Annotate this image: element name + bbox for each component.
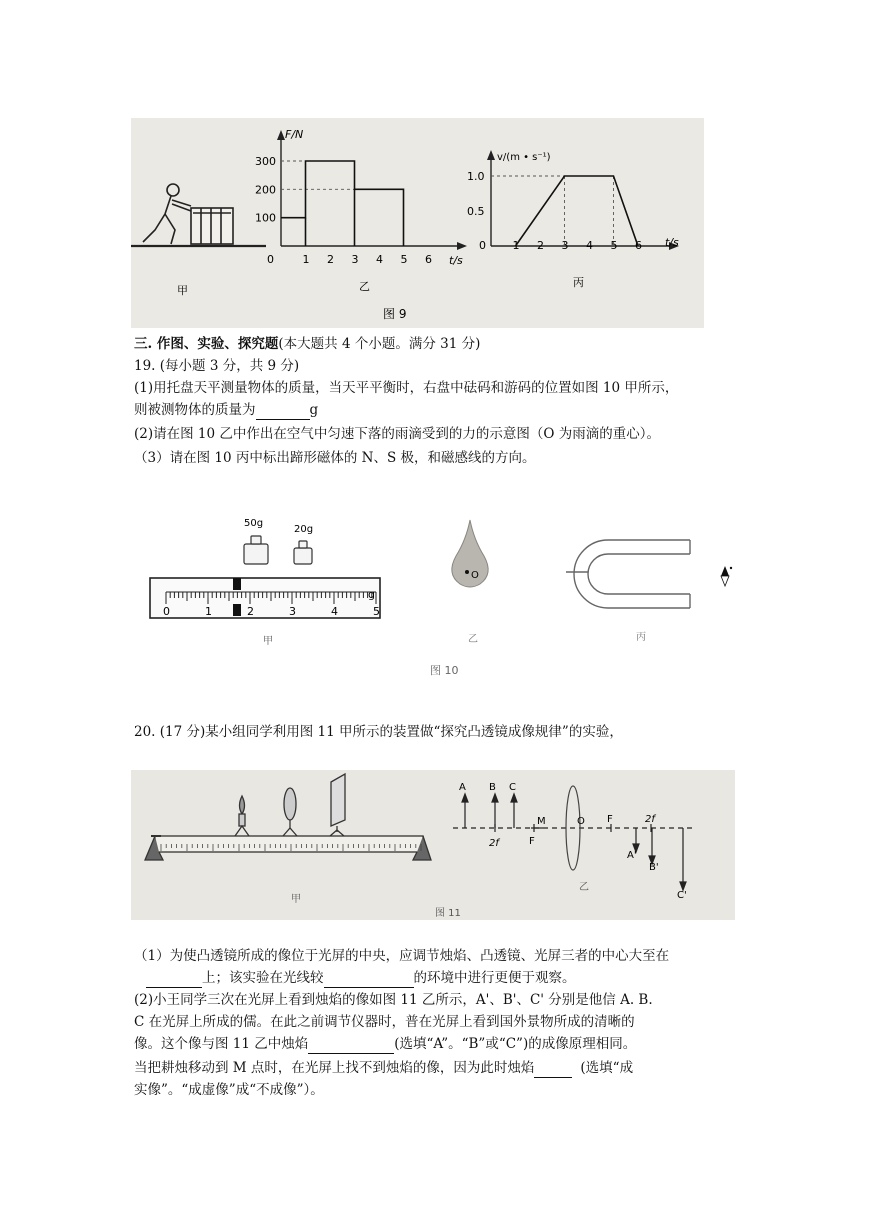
q19-part1-line1: (1)用托盘天平测量物体的质量，当天平平衡时，右盘中砝码和游码的位置如图 10 甲所示， (134, 380, 679, 396)
q20-part1-text-a: 上；该实验在光线较 (202, 970, 324, 986)
fig9-yi-xtick: 1 (302, 253, 310, 266)
q20-part2-text-b: (选填“A”。“B”或“C”)的成像原理相同。 (394, 1036, 637, 1052)
object-label-c: C (509, 782, 516, 793)
q20-intro: 20. (17 分)某小组同学利用图 11 甲所示的装置做“探究凸透镜成像规律”的实验， (134, 724, 623, 740)
q19-part3: （3）请在图 10 丙中标出蹄形磁体的 N、S 极，和磁感线的方向。 (134, 450, 536, 466)
fig9-yi-xlabel: t/s (449, 254, 463, 267)
image-label-c: C' (677, 890, 687, 901)
weight-20g-icon (294, 541, 312, 564)
fig9-bing-xtick: 2 (537, 239, 544, 252)
q19-unit: g (309, 402, 319, 418)
q19-part2: (2)请在图 10 乙中作出在空气中匀速下落的雨滴受到的力的示意图（O 为雨滴的重心）。 (134, 426, 660, 442)
scale-tick-label: 2 (247, 605, 254, 618)
fig9-bing-label: 丙 (573, 276, 584, 289)
fig9-bing-xtick: 4 (586, 239, 593, 252)
fig10-caption: 图 10 (430, 664, 459, 677)
label-f-right: F (607, 814, 613, 825)
fig9-bing-xtick: 1 (512, 239, 520, 252)
weight-20g-label: 20g (294, 524, 314, 535)
q20-part2-line2: C 在光屏上所成的儒。在此之前调节仪器时，普在光屏上看到国外景物所成的清晰的 (134, 1014, 635, 1030)
q20-part2-text-a: 像。这个像与图 11 乙中烛焰 (134, 1036, 309, 1052)
fig9-yi-ytick: 100 (255, 211, 276, 225)
image-label-a: A' (627, 850, 637, 861)
q19-mass-blank[interactable] (256, 405, 310, 420)
fig10-yi-label: 乙 (468, 634, 478, 645)
fig9-bing-xtick: 3 (561, 239, 569, 252)
q20-part2-line1: (2)小王同学三次在光屏上看到烛焰的像如图 11 乙所示，A'、B'、C' 分别是他信 A. B. (134, 992, 653, 1008)
fig9-bing-xtick: 6 (635, 239, 642, 252)
label-2f-left: 2f (489, 838, 499, 849)
horseshoe-magnet-icon (566, 540, 690, 608)
q20-part2-line4 (134, 1058, 633, 1078)
q20-part1-line2 (134, 968, 576, 988)
weight-50g-label: 50g (244, 518, 264, 529)
q20-part2-text-c: 当把耕烛移动到 M 点时，在光屏上找不到烛焰的像，因为此时烛焰 (134, 1060, 535, 1076)
q20-candle-blank[interactable] (308, 1039, 394, 1054)
fig11-caption: 图 11 (435, 908, 461, 919)
fig9-yi-xtick: 4 (376, 253, 383, 266)
q20-part2-text-d: (选填“成 (580, 1060, 634, 1076)
fig9-bing-ytick: 1.0 (467, 170, 485, 183)
scale-tick-label: 1 (205, 605, 212, 618)
fig9-bing-xlabel: t/s (665, 236, 679, 249)
weight-50g-icon (244, 536, 268, 564)
fig9-bing-velocity-line (516, 176, 639, 246)
fig9-yi-xtick: 0 (267, 253, 274, 266)
q20-part1-text-b: 的环境中进行更便于观察。 (413, 970, 576, 986)
velocity-time-chart (467, 150, 679, 252)
fig9-yi-ytick: 200 (255, 183, 276, 197)
fig9-yi-ytick: 300 (255, 155, 276, 168)
compass-needle-icon (721, 566, 732, 586)
fig9-jia-label: 甲 (177, 284, 188, 297)
optical-bench-illustration (145, 774, 431, 860)
object-label-b: B (489, 782, 496, 793)
rider-top-icon (233, 578, 241, 590)
figure-11-drawing (131, 770, 735, 920)
fig10-jia-label: 甲 (263, 636, 273, 647)
figure-9-drawing (131, 118, 704, 328)
fig11-yi-label: 乙 (579, 882, 589, 893)
fig9-bing-xtick: 5 (610, 239, 618, 252)
fig9-yi-force-line (281, 161, 404, 246)
fig9-yi-xtick: 3 (351, 253, 359, 266)
figure-11 (131, 770, 735, 920)
fig9-yi-label: 乙 (359, 280, 370, 293)
figure-10 (130, 500, 760, 685)
raindrop-center-dot (465, 570, 469, 574)
section-3-note: (本大题共 4 个小题。满分 31 分) (278, 336, 481, 352)
q20-part2-line5: 实像”。“成虚像”成“不成像”）。 (134, 1082, 324, 1098)
fig11-jia-label: 甲 (291, 894, 301, 905)
fig10-bing-label: 丙 (636, 632, 646, 643)
fig9-yi-xtick: 6 (425, 253, 432, 266)
fig9-yi-xtick: 5 (400, 253, 408, 266)
q20-image-type-blank[interactable] (534, 1063, 572, 1078)
section-3-heading: 三. 作图、实验、探究题 (134, 336, 279, 352)
rider-bottom-icon (233, 604, 241, 616)
scale-tick-label: 3 (289, 605, 296, 618)
label-f-left: F (529, 836, 535, 847)
fig9-bing-ytick: 0.5 (467, 205, 485, 218)
fig9-yi-ylabel: F/N (285, 128, 304, 141)
scale-tick-label: 5 (373, 605, 380, 618)
object-label-a: A (459, 782, 466, 793)
q19-number: 19. (每小题 3 分，共 9 分) (134, 358, 300, 374)
q20-part2-line3 (134, 1034, 636, 1054)
scale-tick-label: 4 (331, 605, 338, 618)
q19-part1-line2 (134, 400, 318, 420)
balance-beam-scale (150, 578, 380, 618)
label-m: M (537, 816, 546, 827)
figure-10-drawing (130, 500, 760, 685)
fig9-caption: 图 9 (383, 307, 407, 321)
label-o: O (577, 816, 585, 827)
q20-light-blank[interactable] (324, 973, 414, 988)
section-3-heading-line (134, 334, 480, 354)
q20-part1-line1: （1）为使凸透镜所成的像位于光屏的中央，应调节烛焰、凸透镜、光屏三者的中心大至在 (134, 948, 670, 964)
person-pushing-box-illustration (131, 184, 266, 246)
label-2f-right: 2f (645, 814, 655, 825)
image-label-b: B' (649, 862, 659, 873)
fig9-bing-xtick: 0 (479, 239, 486, 252)
fig9-yi-xtick: 2 (327, 253, 334, 266)
fig9-bing-ylabel: v/(m • s⁻¹) (497, 152, 551, 163)
scale-tick-label: 0 (163, 605, 170, 618)
scale-unit: g (368, 588, 375, 601)
q19-part1-text: 则被测物体的质量为 (134, 402, 256, 418)
raindrop-icon (452, 520, 488, 587)
raindrop-center-label: O (471, 570, 479, 581)
q20-center-blank[interactable] (146, 973, 202, 988)
force-time-chart (255, 128, 467, 267)
figure-9 (131, 118, 704, 328)
